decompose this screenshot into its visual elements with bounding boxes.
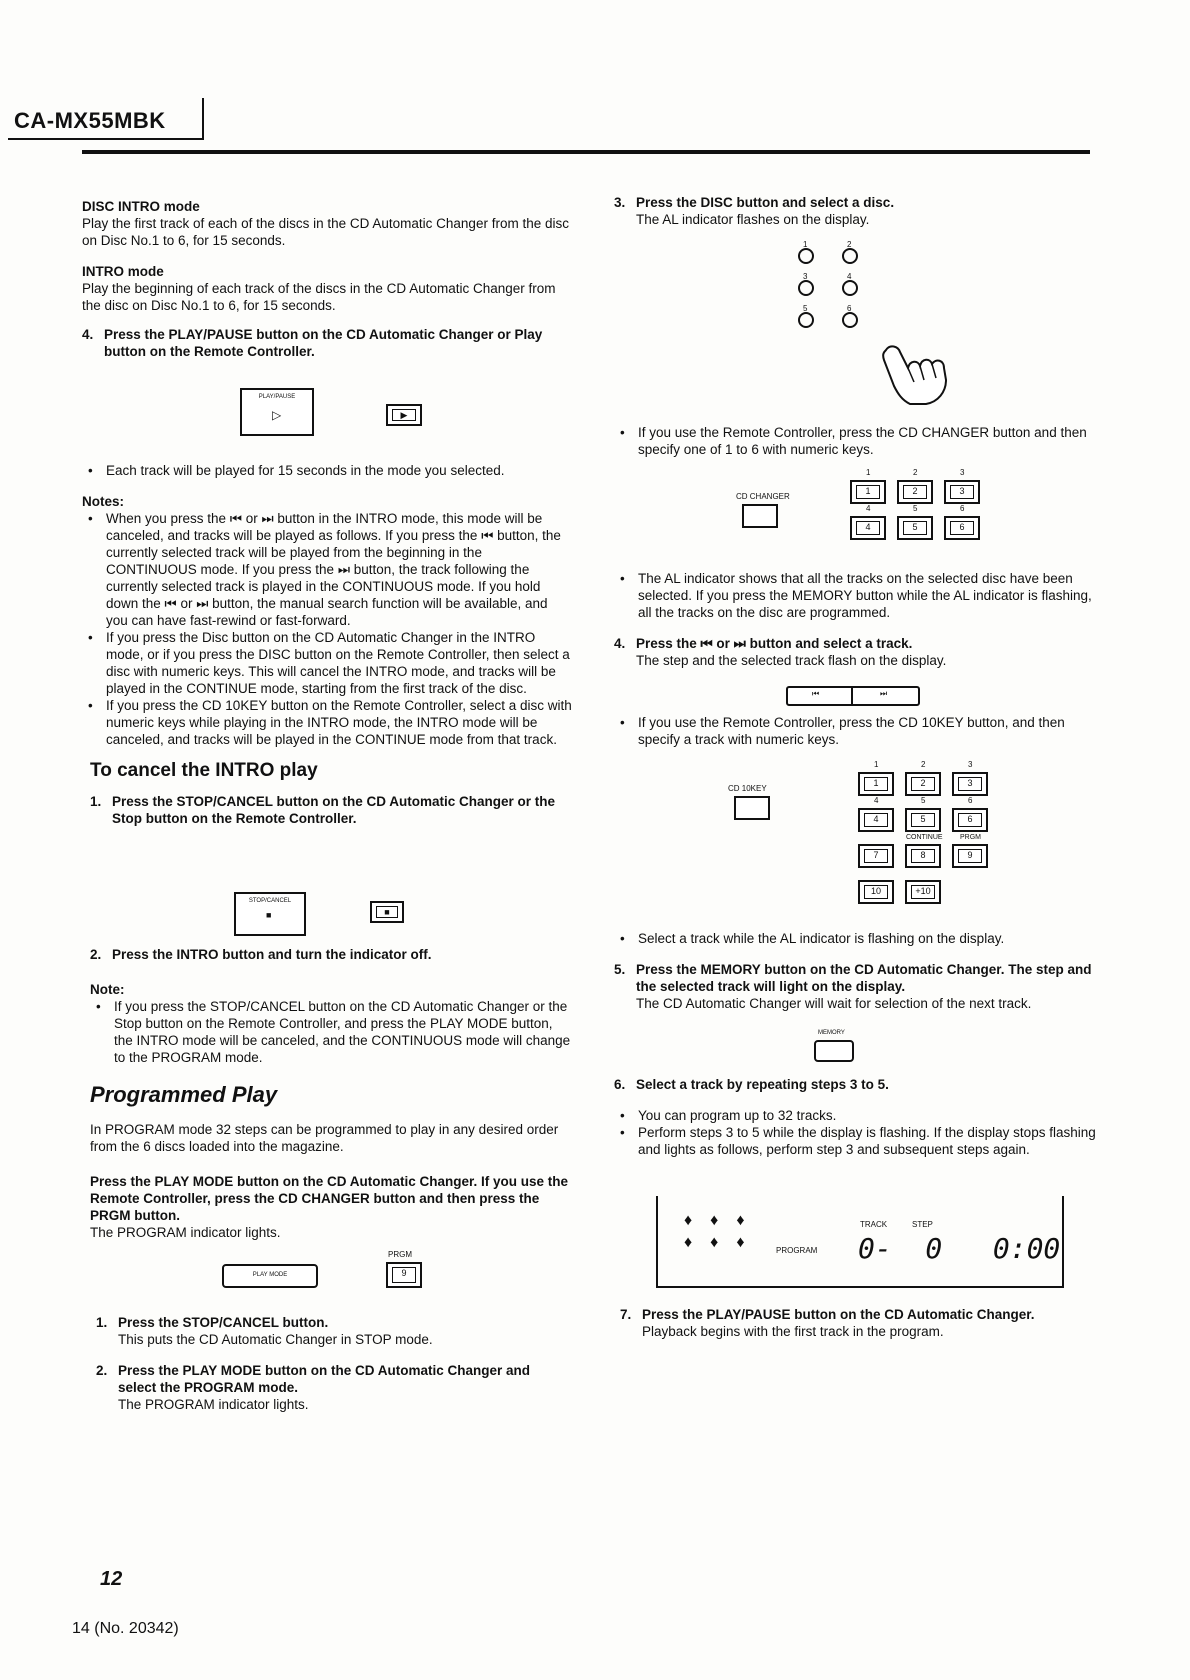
numeric-key-6-label: 6 (950, 521, 974, 535)
play-icon: ▶ (392, 409, 416, 421)
step-7 (620, 1306, 1100, 1323)
numeric-key-3[interactable] (944, 480, 980, 504)
disc-indicator-icon (842, 312, 858, 328)
remote-changer-bullet: • If you use the Remote Controller, press the CD CHANGER button and then specify one of 1 to 6 with numeric keys. (614, 424, 1100, 458)
tenkey-6-label: 6 (958, 813, 982, 827)
key-caption-4: 4 (866, 504, 871, 513)
al-indicator-bullet: • The AL indicator shows that all the tracks on the selected disc have been selected. If you press the MEMORY button while the AL indicator is flashing, all the tracks on the disc are programmed. (614, 570, 1100, 621)
step-6-number: 6. (614, 1077, 626, 1092)
lcd-track-label: TRACK (860, 1220, 888, 1229)
note-3: • If you press the CD 10KEY button on the Remote Controller, select a disc with numeric keys while playing in the INTRO mode, the INTRO mode will be canceled, and tracks will be played in the CONTINUE mode from that track. (82, 697, 572, 748)
top-rule (82, 150, 1090, 154)
step-4-text: Press the PLAY/PAUSE button on the CD Automatic Changer or Play button on the Remote Controller. (104, 327, 543, 359)
left-column (82, 198, 572, 360)
tenkey-10[interactable] (858, 880, 894, 904)
tenkey-5-label: 5 (911, 813, 935, 827)
right-step-3 (614, 194, 1100, 228)
step-5-number: 5. (614, 962, 626, 977)
play-pause-caption: PLAY/PAUSE (258, 394, 296, 400)
program-step-1 (96, 1314, 572, 1331)
disc-indicator-row-2: ♦♦♦ (684, 1234, 763, 1251)
step-3-number: 3. (614, 195, 626, 210)
note-title: Note: (90, 982, 125, 997)
left-column-cancel (90, 946, 572, 1241)
note-2: • If you press the Disc button on the CD Automatic Changer in the INTRO mode, or if you press the DISC button on the Remote Controller, then select a disc with numeric keys. This will cancel the INTRO mode, and tracks will be played in the CONTINUE mode, starting from the first track of the disc. (82, 629, 572, 697)
cancel-step-2-text: Press the INTRO button and turn the indicator off. (112, 947, 432, 962)
header-underline (8, 138, 204, 140)
lcd-digits: 0- 0 0:00 (858, 1232, 1061, 1265)
play-mode-button[interactable] (222, 1264, 318, 1288)
tenkey-9[interactable] (952, 844, 988, 868)
disc-number-5: 5 (803, 304, 808, 313)
step-7-text: Press the PLAY/PAUSE button on the CD Automatic Changer. (642, 1307, 1035, 1322)
play-icon: ▷ (272, 408, 282, 422)
numeric-key-4-label: 4 (856, 521, 880, 535)
note-1: • When you press the ⏮ or ⏭ button in the INTRO mode, this mode will be canceled, and tracks will be played as follows. If you press the ⏮ button, the currently selected track will be played from the beginning in the CONTINUOUS mode. If you press the ⏭ button, the track following the currently selected track is played in the CONTINUOUS mode. If you hold down the ⏮ or ⏭ button, the manual search function will be available, and you can have fast-rewind or fast-forward. (82, 510, 572, 629)
tenkey-3-label: 3 (958, 777, 982, 791)
lcd-step-label: STEP (912, 1220, 933, 1229)
disc-number-2: 2 (847, 240, 852, 249)
disc-intro-text: Play the first track of each of the discs in the CD Automatic Changer from the disc on Disc No.1 to 6, for 15 seconds. (82, 216, 569, 248)
select-track-bullet: • Select a track while the AL indicator is flashing on the display. (614, 930, 1100, 947)
step-4-right-text: Press the ⏮ or ⏭ button and select a track. (636, 636, 913, 651)
cd-10key-button[interactable] (734, 796, 770, 820)
tenkey-7-label: 7 (864, 849, 888, 863)
lcd-program-label: PROGRAM (776, 1246, 818, 1255)
skip-divider (851, 688, 853, 704)
tenkey-caption-6: 6 (968, 796, 973, 805)
disc-indicator-icon (798, 248, 814, 264)
prgm-key[interactable] (386, 1262, 422, 1288)
memory-button[interactable] (814, 1040, 854, 1062)
tenkey-10-label: 10 (864, 885, 888, 899)
step-5-sub: The CD Automatic Changer will wait for selection of the next track. (636, 996, 1032, 1011)
skip-button-group (786, 686, 920, 706)
step-3 (614, 194, 1100, 211)
cancel-heading: To cancel the INTRO play (90, 760, 318, 781)
step-4-right-sub: The step and the selected track flash on the display. (636, 653, 947, 668)
step-5 (614, 961, 1100, 995)
tenkey-9-label: 9 (958, 849, 982, 863)
numeric-key-6[interactable] (944, 516, 980, 540)
numeric-key-2[interactable] (897, 480, 933, 504)
continue-caption: CONTINUE (906, 834, 943, 841)
cd-10key-caption: CD 10KEY (728, 784, 767, 793)
tenkey-4[interactable] (858, 808, 894, 832)
each-track-bullet: • Each track will be played for 15 seconds in the mode you selected. (82, 462, 572, 479)
tenkey-caption-2: 2 (921, 760, 926, 769)
left-column-notes (82, 462, 572, 827)
prgm-caption-right: PRGM (960, 834, 981, 841)
stop-icon: ■ (376, 906, 398, 918)
tenkey-8[interactable] (905, 844, 941, 868)
disc-intro-title: DISC INTRO mode (82, 199, 200, 214)
tenkey-bullet: • If you use the Remote Controller, press the CD 10KEY button, and then specify a track with numeric keys. (614, 714, 1100, 748)
tenkey-caption-3: 3 (968, 760, 973, 769)
step-6-text: Select a track by repeating steps 3 to 5. (636, 1077, 889, 1092)
header-divider (202, 98, 204, 138)
prgm-caption: PRGM (388, 1250, 412, 1259)
step-4-right (614, 635, 1100, 652)
tenkey-7[interactable] (858, 844, 894, 868)
program-step-1-sub: This puts the CD Automatic Changer in STOP mode. (118, 1332, 433, 1347)
disc-number-4: 4 (847, 272, 852, 281)
right-al-and-step4 (614, 570, 1100, 669)
program-step-2-number: 2. (96, 1363, 108, 1378)
tenkey-6[interactable] (952, 808, 988, 832)
tenkey-3[interactable] (952, 772, 988, 796)
key-caption-6: 6 (960, 504, 965, 513)
cd-changer-button[interactable] (742, 504, 778, 528)
tenkey-1[interactable] (858, 772, 894, 796)
program-step-2 (96, 1362, 572, 1396)
key-caption-1: 1 (866, 468, 871, 477)
prgm-key-label: 9 (392, 1267, 416, 1283)
tenkey-5[interactable] (905, 808, 941, 832)
program-step-1-number: 1. (96, 1315, 108, 1330)
step-7-number: 7. (620, 1307, 632, 1322)
cancel-step-1-number: 1. (90, 794, 102, 809)
numeric-key-3-label: 3 (950, 485, 974, 499)
skip-forward-icon[interactable]: ⏭ (880, 689, 888, 698)
cancel-step-1 (82, 793, 572, 827)
play-pause-button[interactable] (240, 388, 314, 436)
disc-indicator-icon (842, 280, 858, 296)
remote-play-button[interactable] (386, 404, 422, 426)
key-caption-2: 2 (913, 468, 918, 477)
disc-indicator-icon (842, 248, 858, 264)
cancel-step-2 (90, 946, 572, 963)
intro-text: Play the beginning of each track of the discs in the CD Automatic Changer from the disc on Disc No.1 to 6, for 15 seconds. (82, 281, 556, 313)
program-step-2-text: Press the PLAY MODE button on the CD Automatic Changer and select the PROGRAM mode. (118, 1363, 531, 1395)
program-intro: In PROGRAM mode 32 steps can be programmed to play in any desired order from the 6 discs loaded into the magazine. (90, 1122, 559, 1154)
tenkey-caption-4: 4 (874, 796, 879, 805)
step-3-sub: The AL indicator flashes on the display. (636, 212, 870, 227)
notes-title: Notes: (82, 494, 125, 509)
play-mode-caption: PLAY MODE (252, 1272, 288, 1278)
memory-caption: MEMORY (818, 1030, 845, 1036)
numeric-key-4[interactable] (850, 516, 886, 540)
stop-icon: ■ (266, 910, 272, 920)
numeric-key-5-label: 5 (903, 521, 927, 535)
disc-indicator-grid (798, 240, 858, 330)
key-caption-5: 5 (913, 504, 918, 513)
tenkey-8-label: 8 (911, 849, 935, 863)
program-display (656, 1196, 1064, 1288)
tenkey-1-label: 1 (864, 777, 888, 791)
disc-number-6: 6 (847, 304, 852, 313)
left-column-program-steps (96, 1314, 572, 1413)
disc-number-3: 3 (803, 272, 808, 281)
document-code: 14 (No. 20342) (72, 1620, 179, 1637)
pointing-hand-icon (880, 340, 960, 410)
stop-cancel-caption: STOP/CANCEL (248, 898, 292, 904)
note-single: • If you press the STOP/CANCEL button on the CD Automatic Changer or the Stop button on the Remote Controller, and press the PLAY MODE button, the INTRO mode will be canceled, and the CONTINUOUS mode will change to the PROGRAM mode. (90, 998, 572, 1066)
tenkey-2[interactable] (905, 772, 941, 796)
tenkey-caption-1: 1 (874, 760, 879, 769)
tenkey-4-label: 4 (864, 813, 888, 827)
numeric-key-1[interactable] (850, 480, 886, 504)
disc-indicator-icon (798, 280, 814, 296)
step-6 (614, 1076, 1100, 1093)
perform-steps-bullet: • Perform steps 3 to 5 while the display is flashing. If the display stops flashing and lights as follows, perform step 3 and subsequent steps again. (614, 1124, 1100, 1158)
right-steps-5-6 (614, 930, 1100, 1012)
remote-stop-button[interactable] (370, 901, 404, 923)
stop-cancel-button[interactable] (234, 892, 306, 936)
tenkey-caption-5: 5 (921, 796, 926, 805)
step-3-text: Press the DISC button and select a disc. (636, 195, 895, 210)
disc-indicator-icon (798, 312, 814, 328)
right-tenkey-bullet (614, 714, 1100, 748)
right-step-6 (614, 1076, 1100, 1158)
disc-indicator-row-1: ♦♦♦ (684, 1212, 763, 1229)
step-4-right-number: 4. (614, 636, 626, 651)
step-7-sub: Playback begins with the first track in the program. (642, 1324, 944, 1339)
tenkey-plus10[interactable] (905, 880, 941, 904)
disc-number-1: 1 (803, 240, 808, 249)
right-step-7 (620, 1306, 1100, 1340)
numeric-key-5[interactable] (897, 516, 933, 540)
program-indicator-text: The PROGRAM indicator lights. (90, 1225, 281, 1240)
page-number: 12 (100, 1568, 123, 1590)
cancel-step-2-number: 2. (90, 947, 102, 962)
step-4 (82, 326, 572, 360)
intro-title: INTRO mode (82, 264, 164, 279)
right-remote-bullet (614, 424, 1100, 458)
program-step-1-text: Press the STOP/CANCEL button. (118, 1315, 329, 1330)
program-step-2-sub: The PROGRAM indicator lights. (118, 1397, 309, 1412)
program-instruction: Press the PLAY MODE button on the CD Automatic Changer. If you use the Remote Controller, press the CD CHANGER button and then press the PRGM button. (90, 1174, 569, 1223)
step-4-number: 4. (82, 327, 94, 342)
programmed-play-heading: Programmed Play (90, 1082, 278, 1107)
step-5-text: Press the MEMORY button on the CD Automatic Changer. The step and the selected track will light on the display. (636, 962, 1092, 994)
numeric-key-1-label: 1 (856, 485, 880, 499)
skip-back-icon[interactable]: ⏮ (812, 689, 820, 698)
tenkey-plus10-label: +10 (911, 885, 935, 899)
model-label: CA-MX55MBK (14, 108, 166, 133)
tenkey-2-label: 2 (911, 777, 935, 791)
cancel-step-1-text: Press the STOP/CANCEL button on the CD Automatic Changer or the Stop button on the Remote Controller. (112, 794, 556, 826)
key-caption-3: 3 (960, 468, 965, 477)
cd-changer-caption: CD CHANGER (736, 492, 790, 501)
numeric-key-2-label: 2 (903, 485, 927, 499)
program-up-to-bullet: • You can program up to 32 tracks. (614, 1107, 1100, 1124)
